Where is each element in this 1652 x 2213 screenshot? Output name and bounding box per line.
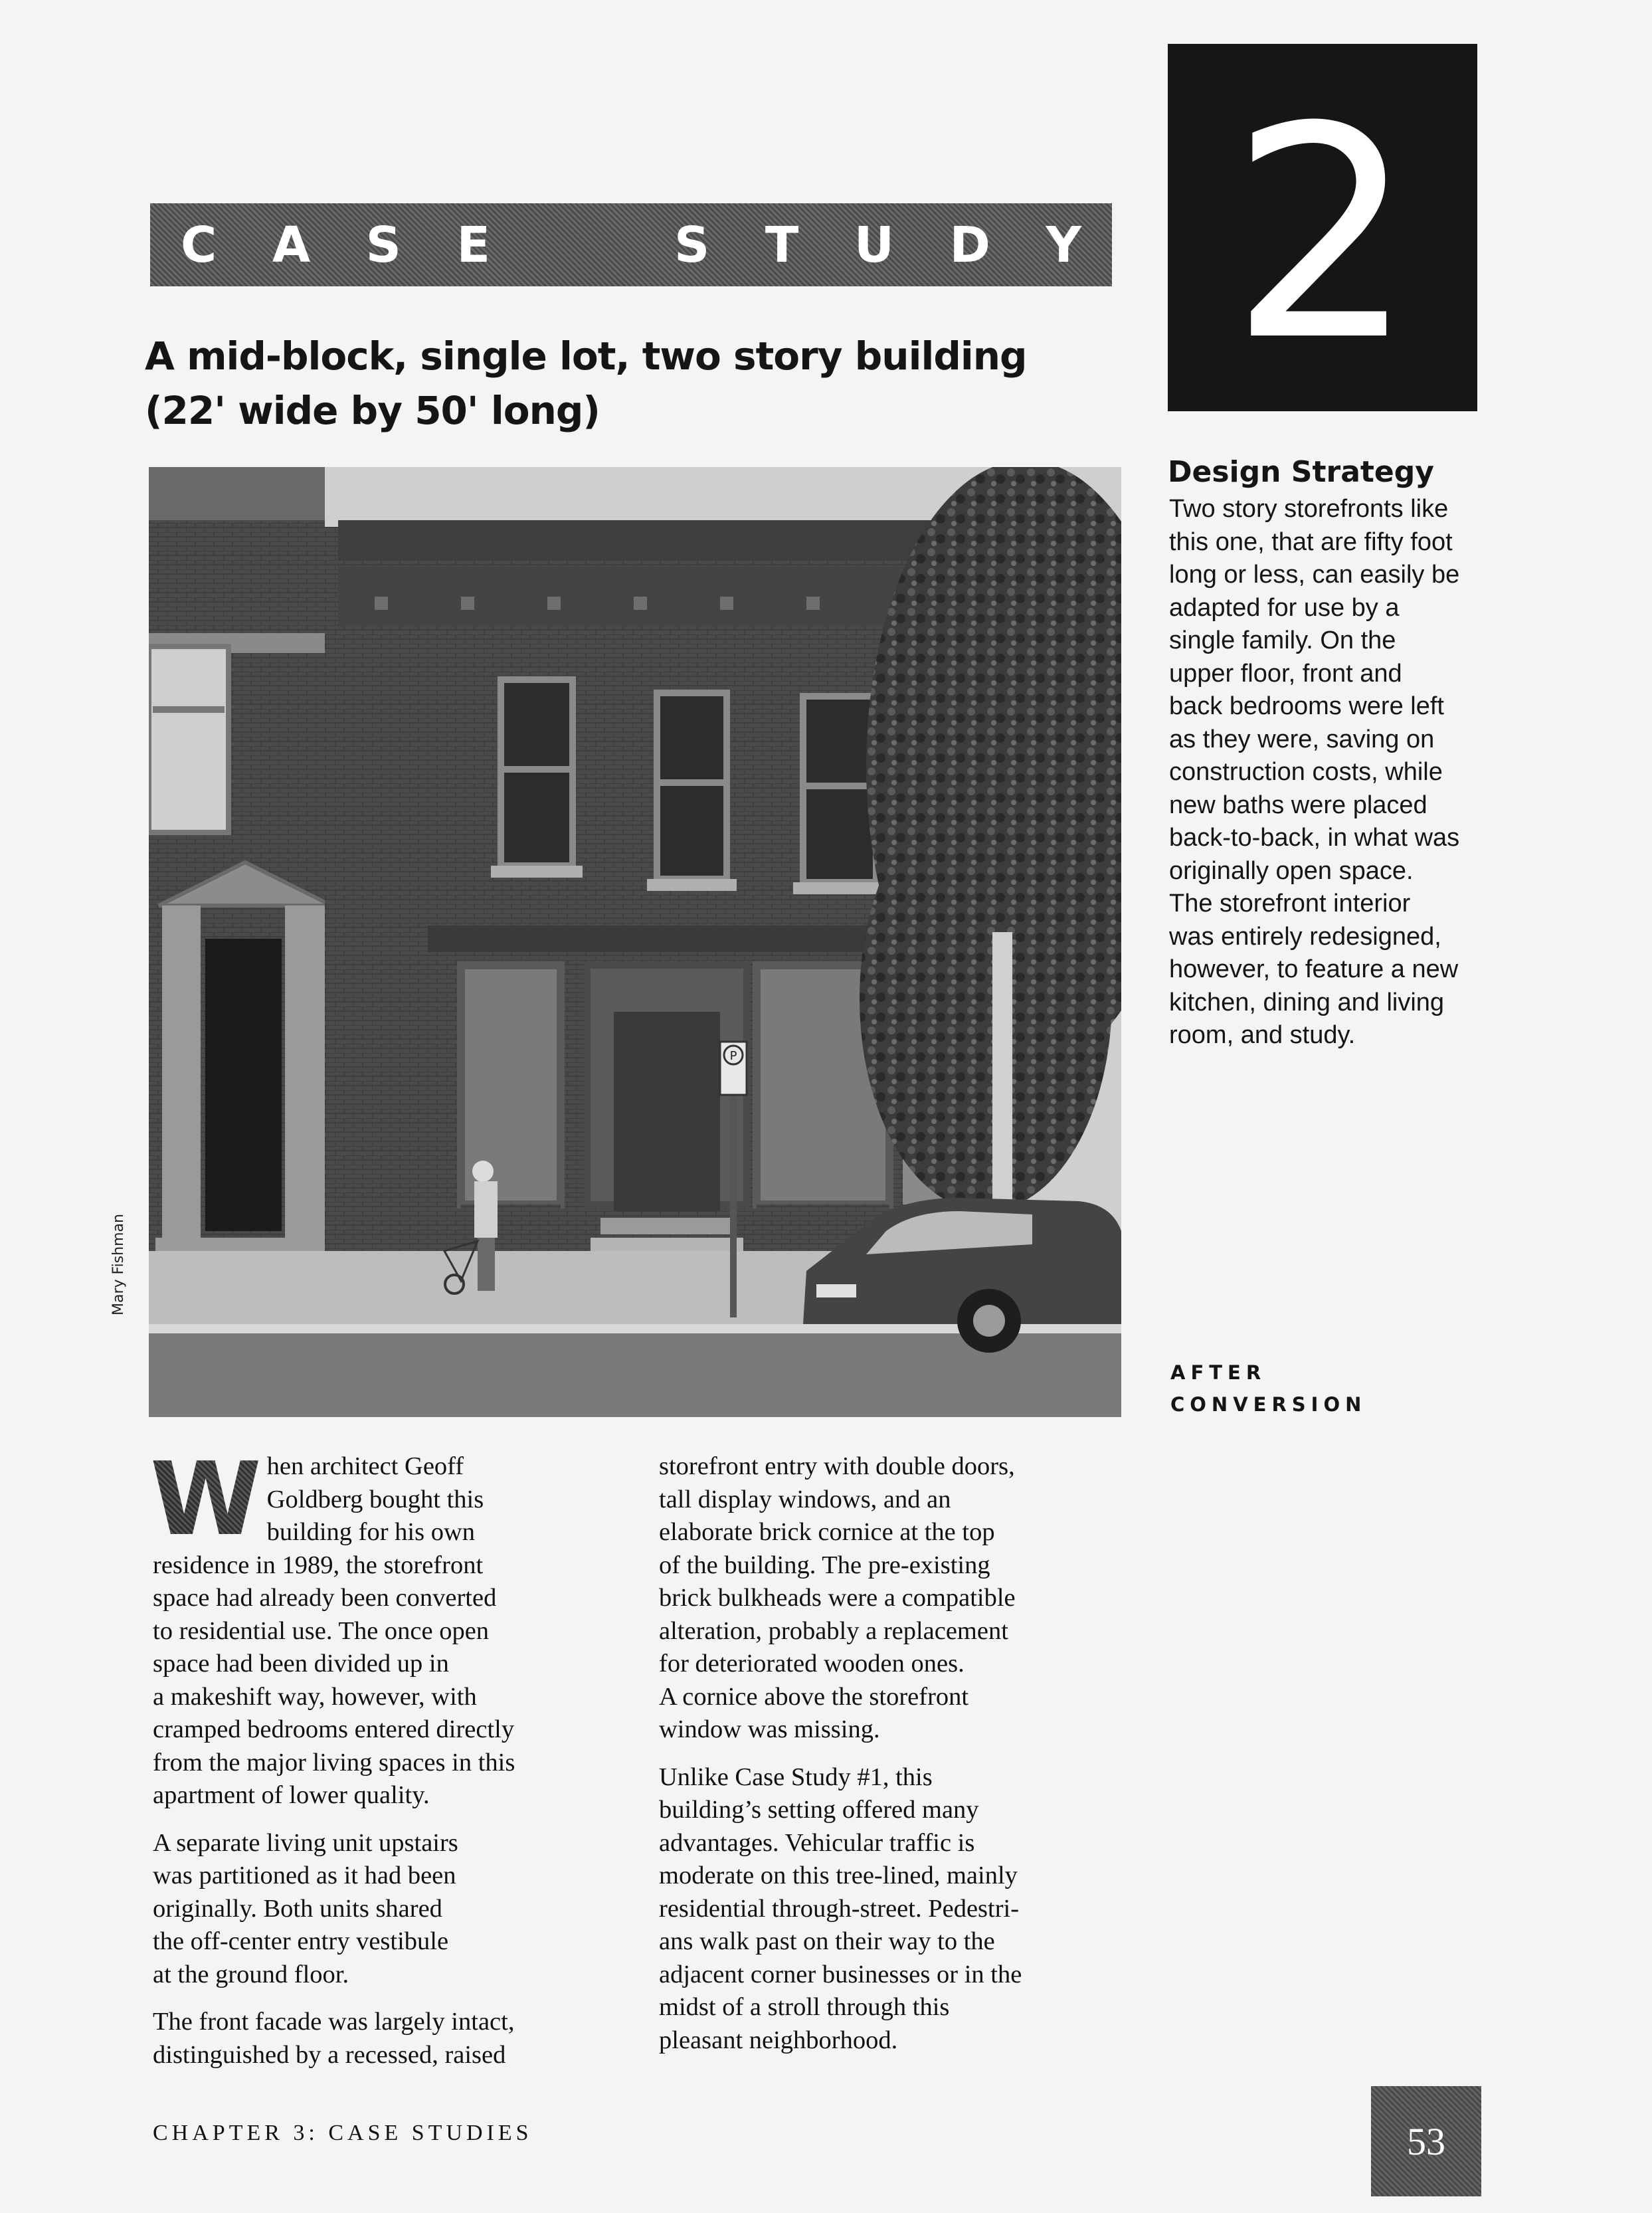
body-line: tall display windows, and an — [659, 1485, 951, 1513]
body-line: space had already been converted — [153, 1584, 497, 1612]
case-number-block — [1168, 44, 1477, 411]
body-line: ans walk past on their way to the — [659, 1927, 995, 1955]
body-line: brick bulkheads were a compatible — [659, 1584, 1016, 1612]
body-line: from the major living spaces in this — [153, 1748, 515, 1777]
photo-credit: Mary Fishman — [110, 1214, 127, 1315]
parking-sign-glyph: P — [729, 1049, 737, 1063]
design-strategy-line: back bedrooms were left — [1169, 692, 1444, 720]
page-number: 53 — [1407, 2119, 1445, 2163]
body-line: a makeshift way, however, with — [153, 1682, 477, 1711]
photo-caption-line-2: CONVERSION — [1170, 1393, 1367, 1416]
body-line: A cornice above the storefront — [659, 1682, 969, 1711]
body-line: moderate on this tree-lined, mainly — [659, 1862, 1018, 1889]
body-line: A separate living unit upstairs — [153, 1828, 458, 1857]
case-number: 2 — [1230, 64, 1416, 405]
design-strategy-line: kitchen, dining and living — [1169, 988, 1445, 1016]
body-line: window was missing. — [659, 1715, 880, 1743]
building-photo-illustration — [149, 467, 1121, 1417]
body-line: the off-center entry vestibule — [153, 1927, 449, 1955]
body-paragraph-1 — [150, 1440, 618, 1812]
body-paragraph-2 — [153, 1827, 618, 1992]
design-strategy-line: The storefront interior — [1169, 890, 1411, 917]
body-line: alteration, probably a replacement — [659, 1616, 1008, 1645]
body-line: Goldberg bought this — [266, 1485, 484, 1513]
body-line: Unlike Case Study #1, this — [659, 1763, 933, 1791]
body-line: distinguished by a recessed, raised — [153, 2040, 506, 2069]
design-strategy-line: long or less, can easily be — [1169, 561, 1460, 589]
body-line: building for his own — [266, 1518, 476, 1546]
body-line: of the building. The pre-existing — [659, 1551, 990, 1579]
banner-letter: E — [456, 216, 490, 274]
design-strategy-line: adapted for use by a — [1169, 593, 1400, 622]
design-strategy-title: Design Strategy — [1168, 455, 1434, 489]
body-line: at the ground floor. — [153, 1960, 349, 1988]
design-strategy-line: was entirely redesigned, — [1169, 922, 1441, 951]
body-line: was partitioned as it had been — [153, 1862, 456, 1889]
body-line: The front facade was largely intact, — [153, 2008, 515, 2036]
design-strategy-line: as they were, saving on — [1169, 725, 1435, 753]
design-strategy-line: new baths were placed — [1169, 791, 1427, 819]
design-strategy-line: however, to feature a new — [1169, 955, 1459, 983]
banner-letter: D — [949, 216, 990, 274]
design-strategy-line: this one, that are fifty foot — [1169, 528, 1453, 556]
headline-line-1: A mid-block, single lot, two story building — [145, 334, 1027, 379]
design-strategy-line: Two story storefronts like — [1169, 495, 1449, 523]
body-paragraph-4 — [659, 1450, 1137, 1747]
banner-letter: S — [365, 216, 401, 274]
body-line: hen architect Geoff — [266, 1452, 464, 1480]
design-strategy-line: construction costs, while — [1169, 758, 1443, 786]
page-number-box — [1371, 2086, 1481, 2196]
body-line: residential through-street. Pedestri- — [659, 1894, 1020, 1923]
headline-line-2: (22' wide by 50' long) — [145, 388, 600, 433]
body-line: to residential use. The once open — [153, 1616, 490, 1645]
design-strategy-body — [1169, 493, 1488, 1052]
banner-letter: C — [181, 216, 217, 274]
body-column-1 — [150, 1440, 618, 2086]
body-paragraph-3 — [153, 2006, 618, 2071]
design-strategy-line: upper floor, front and — [1169, 659, 1402, 688]
banner-letter: T — [765, 216, 799, 274]
design-strategy-line: room, and study. — [1169, 1021, 1356, 1049]
body-line: originally. Both units shared — [153, 1894, 442, 1923]
design-strategy-line: originally open space. — [1169, 856, 1414, 885]
body-line: cramped bedrooms entered directly — [153, 1715, 515, 1743]
body-line: pleasant neighborhood. — [659, 2026, 898, 2054]
body-line: storefront entry with double doors, — [659, 1452, 1015, 1480]
banner-letter: S — [674, 216, 710, 274]
body-line: midst of a stroll through this — [659, 1993, 950, 2021]
banner-letter: Y — [1046, 216, 1081, 274]
headline — [145, 329, 1075, 438]
chapter-footer: CHAPTER 3: CASE STUDIES — [153, 2121, 533, 2145]
body-line: residence in 1989, the storefront — [153, 1551, 484, 1579]
case-study-banner — [150, 203, 1112, 286]
body-line: advantages. Vehicular traffic is — [659, 1828, 975, 1857]
drop-cap: W — [150, 1440, 262, 1558]
body-line: for deteriorated wooden ones. — [659, 1650, 964, 1678]
building-photo — [149, 467, 1121, 1417]
body-line: building’s setting offered many — [659, 1796, 979, 1824]
banner-letter: U — [854, 216, 894, 274]
body-column-2 — [659, 1450, 1137, 2071]
body-line: elaborate brick cornice at the top — [659, 1518, 995, 1546]
body-line: apartment of lower quality. — [153, 1781, 430, 1809]
body-line: space had been divided up in — [153, 1650, 449, 1678]
design-strategy-line: single family. On the — [1169, 626, 1396, 654]
body-paragraph-5 — [659, 1761, 1137, 2058]
banner-letter: A — [272, 216, 311, 274]
design-strategy-line: back-to-back, in what was — [1169, 824, 1460, 852]
photo-caption-line-1: AFTER — [1170, 1361, 1267, 1384]
photo-caption — [1170, 1357, 1366, 1420]
body-line: adjacent corner businesses or in the — [659, 1960, 1022, 1988]
